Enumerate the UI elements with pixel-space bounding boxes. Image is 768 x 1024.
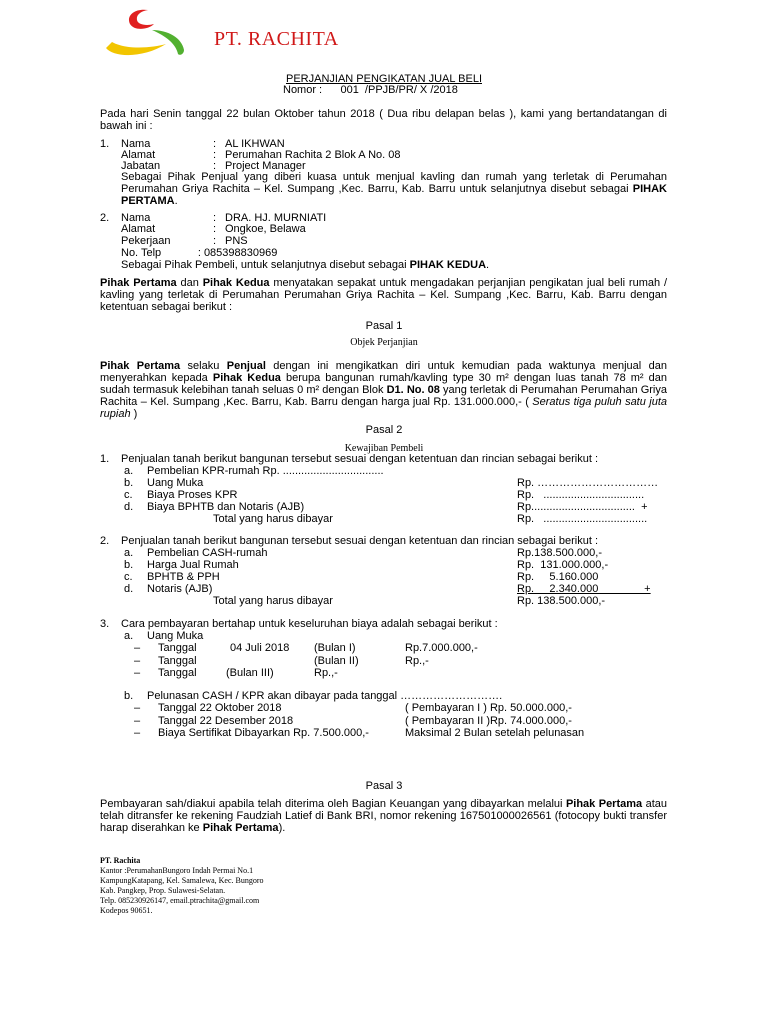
dash: –	[134, 727, 141, 739]
row-letter: b.	[124, 559, 134, 571]
field-value: AL IKHWAN	[225, 138, 285, 150]
row-value: Rp. 2.340.000 +	[517, 583, 651, 595]
field-value: Perumahan Rachita 2 Blok A No. 08	[225, 149, 401, 161]
row-letter: c.	[124, 571, 133, 583]
row-text: Pembelian CASH-rumah	[147, 547, 268, 559]
total-value: Rp. ..................................	[517, 513, 648, 525]
footer-line: Kantor :PerumahanBungoro Indah Permai No.1	[100, 866, 254, 875]
row-c1: Biaya Sertifikat Dibayarkan Rp. 7.500.000,-	[158, 727, 369, 739]
pasal1-subtitle: Objek Perjanjian	[350, 337, 418, 348]
party1-description: Sebagai Pihak Penjual yang diberi kuasa untuk menjual kavling dan rumah yang terletak di Perumahan Perumahan Griya Rachita – Kel. Sumpang ,Kec. Barru, Kab. Barru untuk selanjutnya disebut sebagai PIHAK PERTAMA.	[121, 171, 667, 207]
logo-green-swoosh	[152, 30, 184, 55]
row-c1: Tanggal	[158, 667, 197, 679]
field-colon: :	[213, 138, 217, 150]
pasal1-paragraph: Pihak Pertama selaku Penjual dengan ini mengikatkan diri untuk kemudian pada waktunya menjual dan menyerahkan kepada Pihak Kedua berupa bangunan rumah/kavling type 30 m² dengan luas tanah 78 m² dan sudah termasuk kelebihan tanah seluas 0 m² dengan Blok D1. No. 08 yang terletak di Perumahan Perumahan Griya Rachita – Kel. Sumpang ,Kec. Barru, Kab. Barru dengan harga jual Rp. 131.000.000,- ( Seratus tiga puluh satu juta rupiah )	[100, 360, 667, 420]
row-text: Biaya Proses KPR	[147, 489, 238, 501]
row-value: Rp. .................................	[517, 489, 645, 501]
field-colon: :	[213, 223, 217, 235]
total-value: Rp. 138.500.000,-	[517, 595, 606, 607]
row-c1: Tanggal 22 Oktober 2018	[158, 702, 282, 714]
doc-number: Nomor : 001 /PPJB/PR/ X /2018	[283, 84, 458, 96]
field-value: Project Manager	[225, 160, 306, 172]
doc-title: PERJANJIAN PENGIKATAN JUAL BELI	[285, 73, 482, 85]
row-letter: d.	[124, 583, 134, 595]
field-colon: :	[213, 235, 217, 247]
section3-text: Cara pembayaran bertahap untuk keseluruhan biaya adalah sebagai berikut :	[121, 618, 498, 630]
row-letter: d.	[124, 501, 134, 513]
pasal3-paragraph: Pembayaran sah/diakui apabila telah diterima oleh Bagian Keuangan yang dibayarkan melalui Pihak Pertama atau telah ditransfer ke rekening Faudziah Latief di Bank BRI, nomor rekening 167501000026561 (fotocopy bukti transfer harap diserahkan ke Pihak Pertama).	[100, 798, 667, 834]
row-c2: (Bulan III)	[226, 667, 274, 679]
field-value: PNS	[225, 235, 248, 247]
dash: –	[134, 715, 141, 727]
dash: –	[134, 667, 141, 679]
footer-line: Kab. Pangkep, Prop. Sulawesi-Selatan.	[100, 886, 226, 895]
row-letter: a.	[124, 547, 134, 559]
row-value: Rp. 131.000.000,-	[517, 559, 609, 571]
dash: –	[134, 702, 141, 714]
row-text: Biaya BPHTB dan Notaris (AJB)	[147, 501, 305, 513]
row-text: Notaris (AJB)	[147, 583, 213, 595]
pasal3-title: Pasal 3	[365, 780, 403, 792]
total-label: Total yang harus dibayar	[213, 595, 333, 607]
section3b-title: Pelunasan CASH / KPR akan dibayar pada tanggal ……………………….	[147, 690, 503, 702]
logo	[104, 4, 188, 60]
row-c2: ( Pembayaran II )Rp. 74.000.000,-	[405, 715, 572, 727]
field-label: Nama	[121, 212, 151, 224]
party1-number: 1.	[100, 138, 110, 150]
field-value: DRA. HJ. MURNIATI	[225, 212, 327, 224]
row-c2: 04 Juli 2018	[230, 642, 290, 654]
party2-description: Sebagai Pihak Pembeli, untuk selanjutnya disebut sebagai PIHAK KEDUA.	[121, 259, 490, 271]
dash: –	[134, 642, 141, 654]
field-colon: :	[213, 160, 217, 172]
row-text: Harga Jual Rumah	[147, 559, 239, 571]
row-c2: ( Pembayaran I ) Rp. 50.000.000,-	[405, 702, 572, 714]
row-c3: (Bulan II)	[314, 655, 359, 667]
pasal1-title: Pasal 1	[365, 320, 403, 332]
row-text: BPHTB & PPH	[147, 571, 220, 583]
field-colon: :	[213, 149, 217, 161]
row-text: Uang Muka	[147, 477, 204, 489]
row-letter: b.	[124, 477, 134, 489]
field-label: Jabatan	[121, 160, 161, 172]
intro-paragraph: Pada hari Senin tanggal 22 bulan Oktober tahun 2018 ( Dua ribu delapan belas ), kami yang bertandatangan di bawah ini :	[100, 108, 667, 132]
row-c1: Tanggal	[158, 655, 197, 667]
section1-text: Penjualan tanah berikut bangunan tersebut sesuai dengan ketentuan dan rincian sebagai berikut :	[121, 453, 599, 465]
logo-yellow-swoosh	[106, 42, 166, 55]
row-value: Rp. 5.160.000	[517, 571, 599, 583]
section3a-letter: a.	[124, 630, 134, 642]
pasal2-subtitle: Kewajiban Pembeli	[344, 443, 424, 454]
row-c4: Rp.,-	[314, 667, 338, 679]
row-value: Rp.................................. +	[517, 501, 648, 513]
row-letter: c.	[124, 489, 133, 501]
field-label: Alamat	[121, 223, 156, 235]
party2-telp: No. Telp : 085398830969	[121, 247, 278, 259]
agreement-paragraph: Pihak Pertama dan Pihak Kedua menyatakan sepakat untuk mengadakan perjanjian pengikatan jual beli rumah / kavling yang terletak di Perumahan Perumahan Griya Rachita – Kel. Sumpang ,Kec. Barru, Kab. Barru dengan ketentuan sebagai berikut :	[100, 277, 667, 313]
footer-address	[100, 856, 264, 916]
field-label: Alamat	[121, 149, 156, 161]
row-c1: Tanggal	[158, 642, 197, 654]
section3-number: 3.	[100, 618, 110, 630]
row-c1: Tanggal 22 Desember 2018	[158, 715, 294, 727]
footer-line: KampungKatapang, Kel. Samalewa, Kec. Bungoro	[100, 876, 264, 885]
row-c3: (Bulan I)	[314, 642, 356, 654]
pasal2-title: Pasal 2	[365, 424, 403, 436]
footer-line: Telp. 085230926147, email.ptrachita@gmail.com	[100, 896, 260, 905]
dash: –	[134, 655, 141, 667]
row-value: Rp. ……………………………	[517, 477, 659, 489]
footer-company: PT. Rachita	[100, 856, 141, 865]
field-value: Ongkoe, Belawa	[225, 223, 306, 235]
section3b-letter: b.	[124, 690, 134, 702]
row-value: Rp.138.500.000,-	[517, 547, 603, 559]
section3a-title: Uang Muka	[147, 630, 204, 642]
party2-number: 2.	[100, 212, 110, 224]
company-name: PT. RACHITA	[214, 28, 339, 50]
field-colon: :	[213, 212, 217, 224]
field-label: Pekerjaan	[121, 235, 171, 247]
row-c4: Rp.7.000.000,-	[405, 642, 478, 654]
total-label: Total yang harus dibayar	[213, 513, 333, 525]
section1-number: 1.	[100, 453, 110, 465]
field-label: Nama	[121, 138, 151, 150]
row-c2: Maksimal 2 Bulan setelah pelunasan	[405, 727, 585, 739]
footer-line: Kodepos 90651.	[100, 906, 153, 915]
row-letter: a.	[124, 465, 134, 477]
section2-text: Penjualan tanah berikut bangunan tersebut sesuai dengan ketentuan dan rincian sebagai berikut :	[121, 535, 599, 547]
section2-number: 2.	[100, 535, 110, 547]
row-c4: Rp.,-	[405, 655, 429, 667]
row-text: Pembelian KPR-rumah Rp. .................................	[147, 465, 384, 477]
company-logo-icon	[104, 4, 188, 60]
logo-red-swirl	[129, 10, 154, 29]
